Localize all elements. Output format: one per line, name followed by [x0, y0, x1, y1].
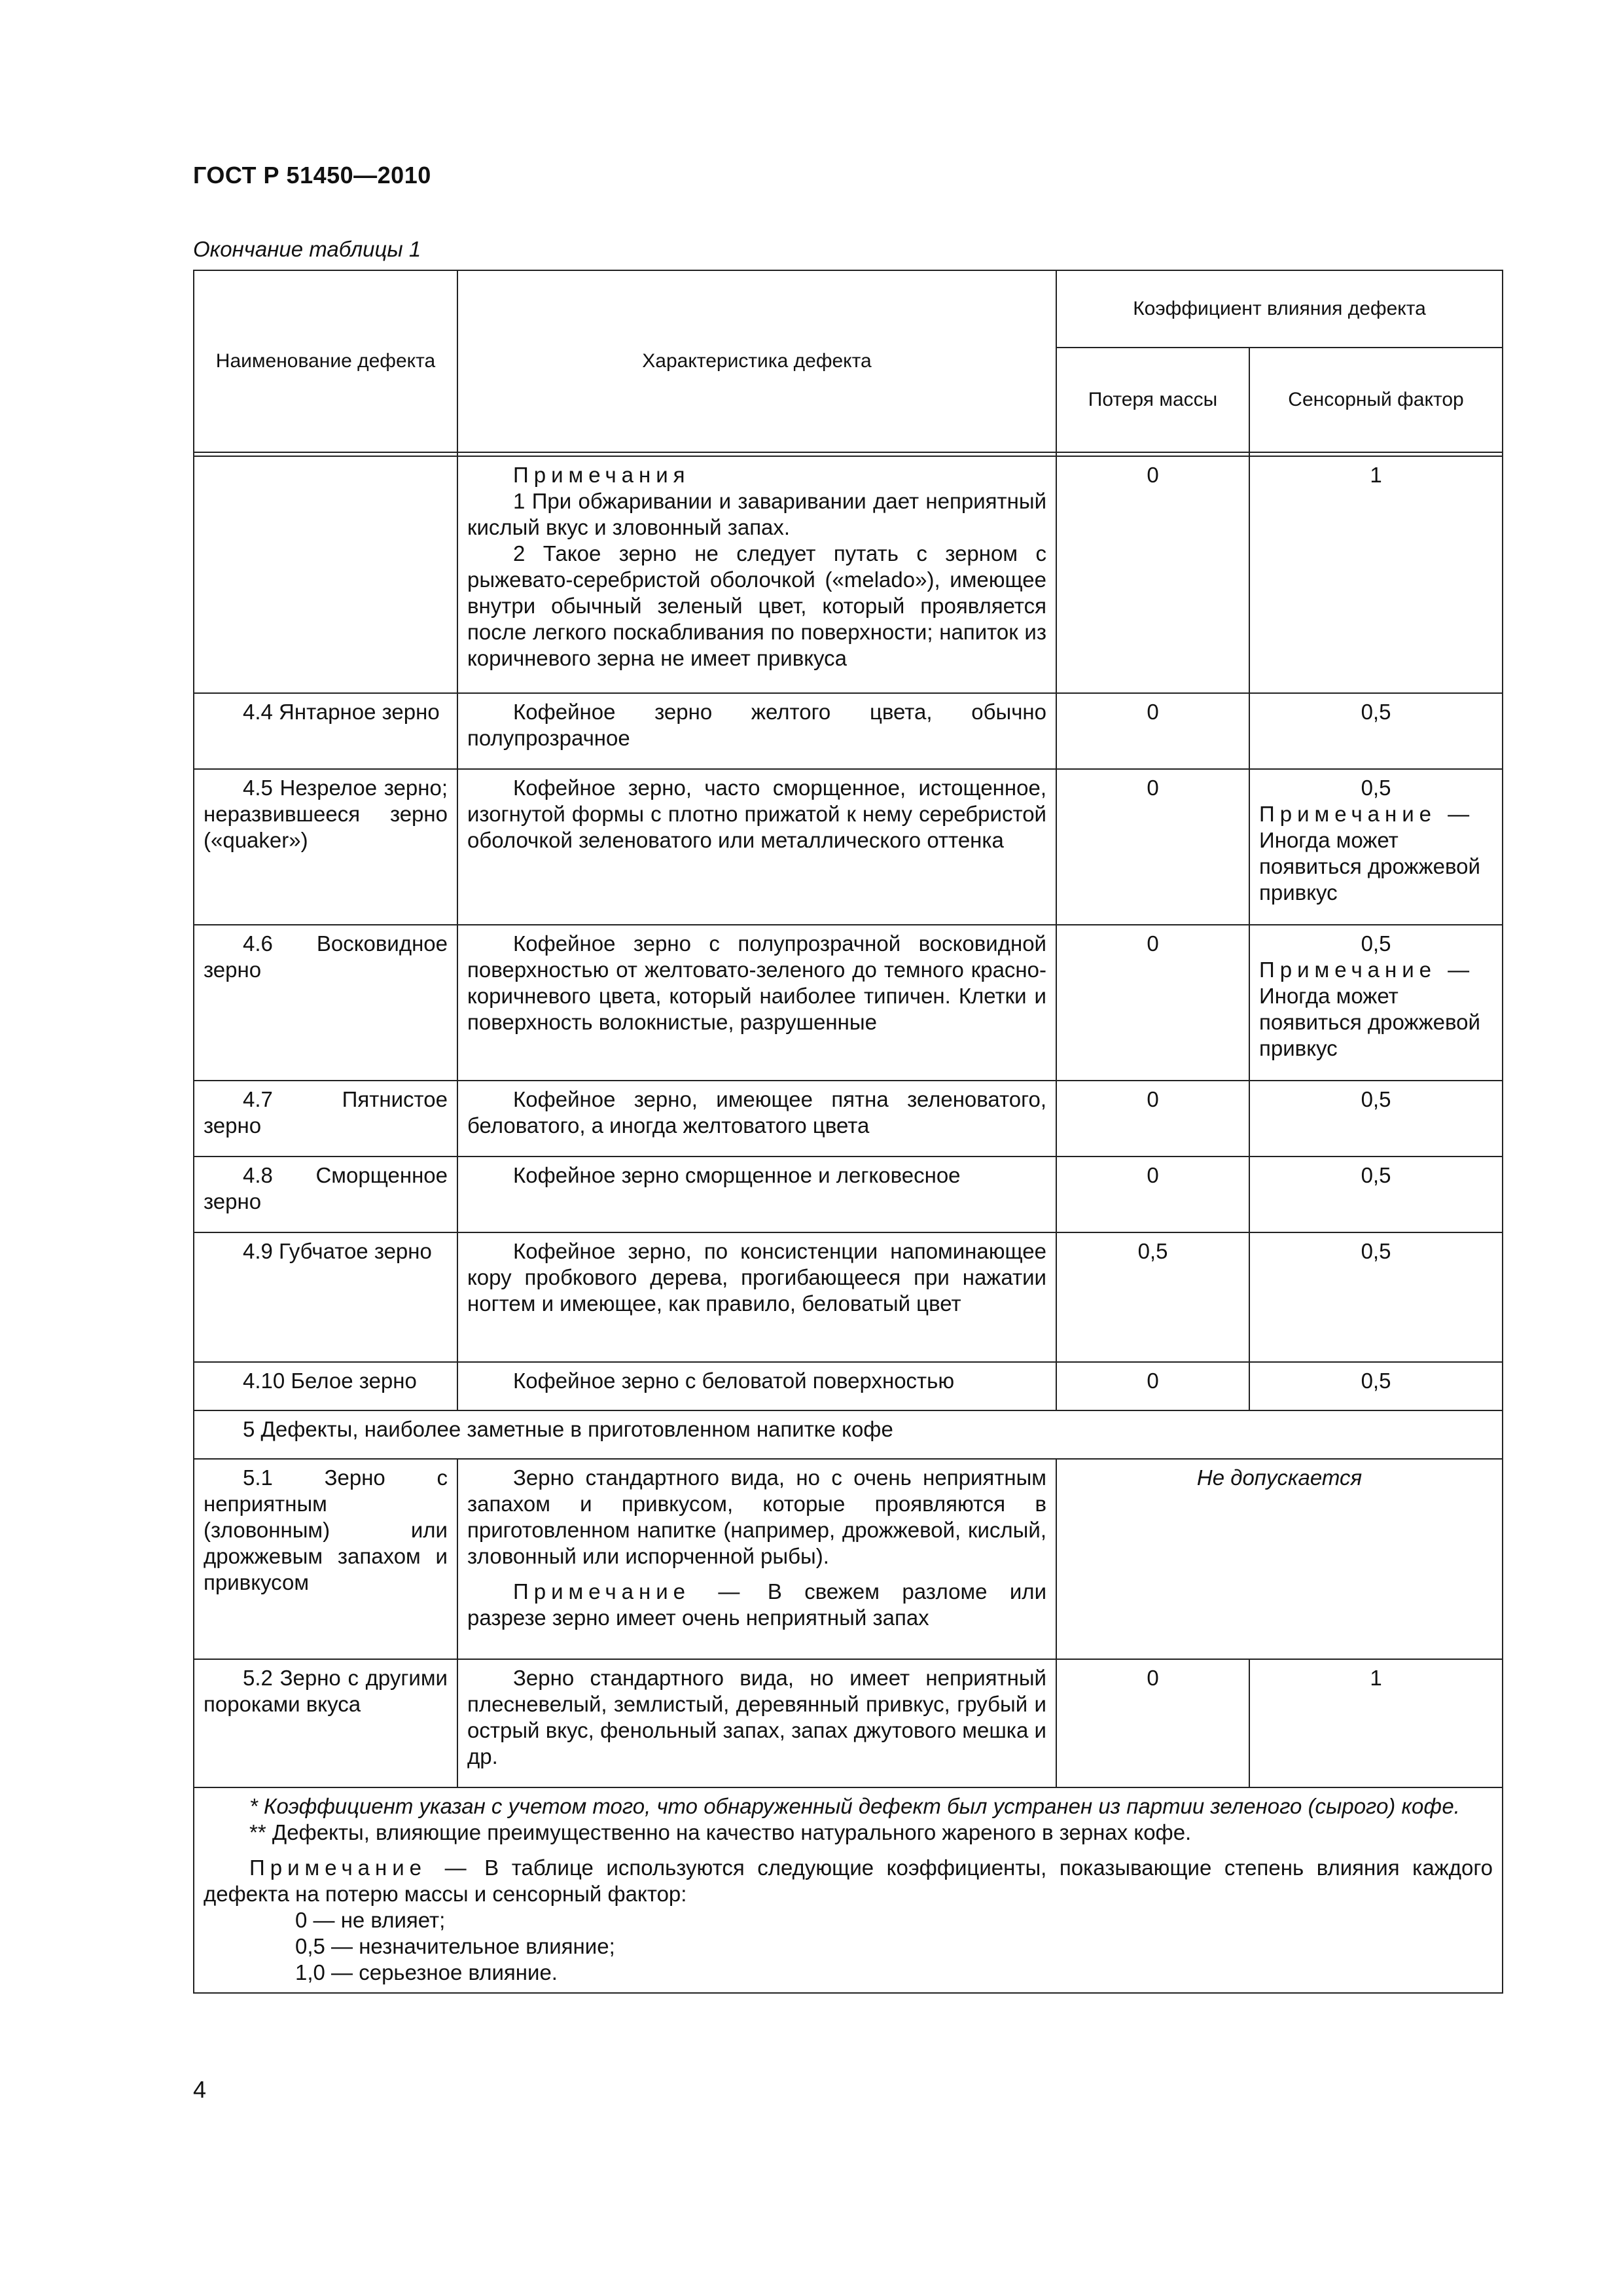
sensory-note-text: Иногда может появиться дрожжевой привкус [1259, 828, 1480, 905]
loss-cell: 0 [1056, 456, 1249, 693]
section-heading: 5 Дефекты, наиболее заметные в приготовленном напитке кофе [194, 1410, 1503, 1459]
head-sensory: Сенсорный фактор [1249, 348, 1503, 452]
defect-desc: Кофейное зерно сморщенное и легковесное [513, 1163, 961, 1187]
loss-cell: 0 [1056, 925, 1249, 1081]
desc-cell [457, 456, 1056, 693]
defect-name: 4.7 Пятнистое зерно [204, 1087, 448, 1138]
sensory-value: 0,5 [1361, 1369, 1391, 1393]
section-heading-row [194, 1410, 1503, 1459]
sensory-cell: 1 [1249, 1659, 1503, 1787]
name-cell [194, 1659, 457, 1787]
sensory-value: 0,5 [1361, 1087, 1391, 1111]
head-loss: Потеря массы [1056, 348, 1249, 452]
sensory-value: 0,5 [1361, 776, 1391, 800]
defect-desc: Кофейное зерно, по консистенции напоминающее кору пробкового дерева, прогибающееся при нажатии ногтем и имеющее, как правило, беловатый цвет [467, 1239, 1046, 1316]
defect-desc: Кофейное зерно с беловатой поверхностью [513, 1369, 955, 1393]
loss-cell: 0 [1056, 693, 1249, 769]
table-caption: Окончание таблицы 1 [193, 237, 421, 261]
defect-desc: Кофейное зерно, часто сморщенное, истощенное, изогнутой формы с плотно прижатой к нему серебристой оболочкой зеленоватого или металлического оттенка [467, 776, 1046, 852]
not-allowed-cell: Не допускается [1056, 1459, 1503, 1659]
desc-cell [457, 1362, 1056, 1410]
loss-cell: 0 [1056, 1157, 1249, 1232]
defect-desc: Кофейное зерно желтого цвета, обычно полупрозрачное [467, 700, 1046, 750]
defects-table [193, 270, 1503, 1994]
table-row [194, 769, 1503, 925]
desc-cell [457, 693, 1056, 769]
sensory-note-label: Примечание — [1259, 802, 1475, 826]
loss-cell: 0,5 [1056, 1232, 1249, 1362]
defect-name: 4.5 Незрелое зерно; неразвившееся зерно («quaker») [204, 776, 448, 852]
table-note-text: В таблице используются следующие коэффициенты, показывающие степень влияния каждого дефекта на потерю массы и сенсорный фактор: [204, 1856, 1493, 1906]
scale-item: 1,0 — серьезное влияние. [295, 1960, 558, 1984]
note-text: В свежем разломе или разрезе зерно имеет очень неприятный запах [467, 1579, 1046, 1630]
footnotes-cell [194, 1787, 1503, 1993]
footnote-1: * Коэффициент указан с учетом того, что обнаруженный дефект был устранен из партии зеленого (сырого) кофе. [249, 1794, 1460, 1818]
defect-name: 4.4 Янтарное зерно [243, 700, 440, 724]
defect-desc: Кофейное зерно с полупрозрачной восковидной поверхностью от желтовато-зеленого до темного красно-коричневого цвета, который наиболее типичен. Клетки и поверхность волокнистые, разрушенные [467, 931, 1046, 1034]
name-cell [194, 1081, 457, 1157]
name-cell [194, 1157, 457, 1232]
note-2: 2 Такое зерно не следует путать с зерном с рыжевато-серебристой оболочкой («melado»), имеющее внутри обычный зеленый цвет, который проявляется после легкого поскабливания по поверхности; напиток из коричневого зерна не имеет привкуса [467, 541, 1046, 670]
desc-cell [457, 769, 1056, 925]
loss-cell: 0 [1056, 1659, 1249, 1787]
table-row [194, 1362, 1503, 1410]
sensory-value: 0,5 [1361, 1163, 1391, 1187]
table-row [194, 1659, 1503, 1787]
head-characteristic: Характеристика дефекта [457, 270, 1056, 452]
table-row [194, 1459, 1503, 1659]
name-cell [194, 456, 457, 693]
sensory-cell: 1 [1249, 456, 1503, 693]
name-cell [194, 693, 457, 769]
sensory-cell [1249, 1157, 1503, 1232]
table-row [194, 456, 1503, 693]
desc-cell [457, 1157, 1056, 1232]
head-coefficient: Коэффициент влияния дефекта [1056, 270, 1503, 348]
notes-title: Примечания [513, 463, 690, 487]
table-note [204, 1855, 1493, 1907]
document-header: ГОСТ Р 51450—2010 [193, 162, 431, 188]
table-note-label: Примечание — [249, 1856, 472, 1880]
defect-desc: Зерно стандартного вида, но с очень неприятным запахом и привкусом, которые проявляются в приготовленном напитке (например, дрожжевой, кислый, зловонный или испорченной рыбы). [467, 1465, 1046, 1568]
footnotes-row [194, 1787, 1503, 1993]
defect-desc: Кофейное зерно, имеющее пятна зеленоватого, беловатого, а иногда желтоватого цвета [467, 1087, 1046, 1138]
defect-name: 4.6 Восковидное зерно [204, 931, 448, 982]
sensory-cell [1249, 1362, 1503, 1410]
defect-note [467, 1579, 1046, 1631]
table-row [194, 925, 1503, 1081]
desc-cell [457, 1659, 1056, 1787]
name-cell [194, 1362, 457, 1410]
defect-name: 4.8 Сморщенное зерно [204, 1163, 448, 1213]
sensory-value: 0,5 [1361, 931, 1391, 956]
table-row [194, 1157, 1503, 1232]
sensory-cell [1249, 925, 1503, 1081]
name-cell [194, 1459, 457, 1659]
desc-cell [457, 925, 1056, 1081]
sensory-value: 0,5 [1361, 700, 1391, 724]
defect-desc: Зерно стандартного вида, но имеет неприятный плесневелый, землистый, деревянный привкус, грубый и острый вкус, фенольный запах, запах джутового мешка и др. [467, 1666, 1046, 1768]
table-row [194, 693, 1503, 769]
desc-cell [457, 1081, 1056, 1157]
name-cell [194, 925, 457, 1081]
loss-cell: 0 [1056, 1081, 1249, 1157]
table-row [194, 1081, 1503, 1157]
name-cell [194, 1232, 457, 1362]
defect-name: 4.10 Белое зерно [243, 1369, 417, 1393]
sensory-cell [1249, 1232, 1503, 1362]
defect-name: 5.1 Зерно с неприятным (зловонным) или дрожжевым запахом и привкусом [204, 1465, 448, 1594]
sensory-note-text: Иногда может появиться дрожжевой привкус [1259, 984, 1480, 1060]
defect-name: 5.2 Зерно с другими пороками вкуса [204, 1666, 448, 1716]
sensory-cell [1249, 693, 1503, 769]
scale-item: 0 — не влияет; [295, 1908, 446, 1932]
desc-cell [457, 1232, 1056, 1362]
note-1: 1 При обжаривании и заваривании дает неприятный кислый вкус и зловонный запах. [467, 489, 1046, 539]
loss-cell: 0 [1056, 1362, 1249, 1410]
sensory-value: 0,5 [1361, 1239, 1391, 1263]
scale-item: 0,5 — незначительное влияние; [295, 1934, 615, 1958]
name-cell [194, 769, 457, 925]
sensory-note-label: Примечание — [1259, 958, 1475, 982]
loss-cell: 0 [1056, 769, 1249, 925]
desc-cell [457, 1459, 1056, 1659]
defect-name: 4.9 Губчатое зерно [243, 1239, 432, 1263]
head-name: Наименование дефекта [194, 270, 457, 452]
table-row [194, 1232, 1503, 1362]
sensory-cell [1249, 1081, 1503, 1157]
footnote-2: ** Дефекты, влияющие преимущественно на качество натурального жареного в зернах кофе. [249, 1820, 1192, 1844]
sensory-cell [1249, 769, 1503, 925]
page-number: 4 [193, 2076, 207, 2103]
note-label: Примечание — [513, 1579, 745, 1604]
